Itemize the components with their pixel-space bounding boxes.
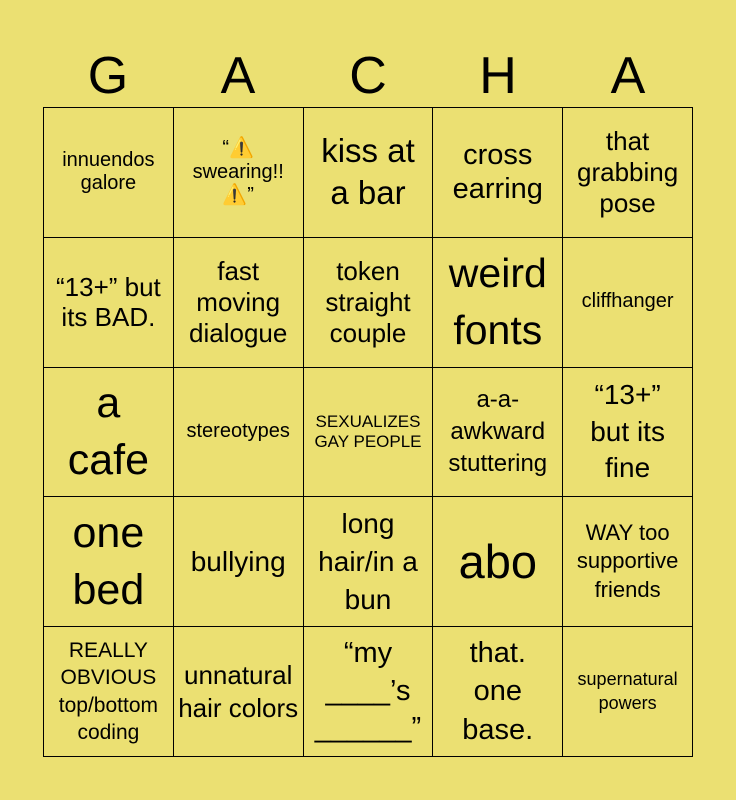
bingo-cell[interactable] bbox=[174, 497, 304, 627]
header-letter-h: H bbox=[479, 47, 517, 105]
bingo-cell[interactable] bbox=[44, 108, 174, 238]
cell-text: kiss at a bar bbox=[321, 132, 415, 212]
bingo-cell[interactable] bbox=[304, 238, 434, 368]
cell-text: abo bbox=[458, 535, 537, 589]
bingo-cell[interactable] bbox=[563, 238, 693, 368]
cell-text: that grabbing pose bbox=[576, 126, 679, 218]
cell-text: bullying bbox=[190, 546, 286, 578]
header-letter-a: A bbox=[220, 47, 256, 105]
bingo-cell[interactable] bbox=[433, 627, 563, 757]
cell-text: WAY too supportive friends bbox=[576, 519, 679, 603]
bingo-cell[interactable] bbox=[563, 627, 693, 757]
bingo-cell[interactable] bbox=[563, 497, 693, 627]
bingo-cell[interactable] bbox=[433, 368, 563, 498]
cell-text: that. one base. bbox=[462, 636, 534, 746]
bingo-cell[interactable] bbox=[174, 627, 304, 757]
bingo-cell[interactable] bbox=[44, 368, 174, 498]
cell-text: unnatural hair colors bbox=[178, 660, 299, 723]
bingo-cell[interactable] bbox=[44, 238, 174, 368]
bingo-cell[interactable] bbox=[304, 108, 434, 238]
cell-text: supernatural powers bbox=[577, 669, 678, 713]
bingo-cell[interactable] bbox=[563, 108, 693, 238]
bingo-cell[interactable] bbox=[174, 108, 304, 238]
cell-text: weird fonts bbox=[448, 249, 547, 354]
header-letter-c: C bbox=[349, 47, 387, 105]
cell-text: SEXUALIZES GAY PEOPLE bbox=[314, 411, 422, 451]
header-letter-a2: A bbox=[610, 47, 646, 105]
cell-text: cliffhanger bbox=[581, 290, 674, 313]
bingo-cell[interactable] bbox=[433, 497, 563, 627]
cell-text: token straight couple bbox=[325, 256, 411, 348]
cell-text: innuendos galore bbox=[62, 148, 155, 195]
bingo-cell[interactable] bbox=[433, 108, 563, 238]
bingo-cell[interactable] bbox=[174, 238, 304, 368]
header-letter-g: G bbox=[87, 47, 129, 105]
cell-text: REALLY OBVIOUS top/bottom coding bbox=[58, 639, 159, 744]
cell-text: long hair/in a bun bbox=[318, 508, 418, 615]
bingo-cell[interactable] bbox=[44, 627, 174, 757]
cell-text: one bed bbox=[72, 508, 145, 614]
bingo-cell[interactable] bbox=[174, 368, 304, 498]
bingo-header bbox=[43, 45, 693, 107]
cell-text: fast moving dialogue bbox=[189, 256, 288, 348]
bingo-grid bbox=[43, 107, 693, 757]
bingo-cell[interactable] bbox=[304, 627, 434, 757]
bingo-cell[interactable] bbox=[44, 497, 174, 627]
cell-text: a cafe bbox=[67, 378, 150, 484]
cell-text: cross earring bbox=[452, 139, 543, 206]
cell-text: “13+” but its fine bbox=[590, 379, 665, 484]
bingo-cell[interactable] bbox=[304, 497, 434, 627]
bingo-cell[interactable] bbox=[563, 368, 693, 498]
cell-text: “⚠️ swearing!! ⚠️” bbox=[192, 137, 284, 207]
cell-text: a-a-awkward stuttering bbox=[448, 386, 548, 477]
cell-text: “13+” but its BAD. bbox=[55, 271, 161, 333]
cell-text: “my ____’s ______” bbox=[314, 637, 422, 745]
bingo-cell[interactable] bbox=[433, 238, 563, 368]
bingo-cell[interactable] bbox=[304, 368, 434, 498]
cell-text: stereotypes bbox=[186, 420, 290, 443]
